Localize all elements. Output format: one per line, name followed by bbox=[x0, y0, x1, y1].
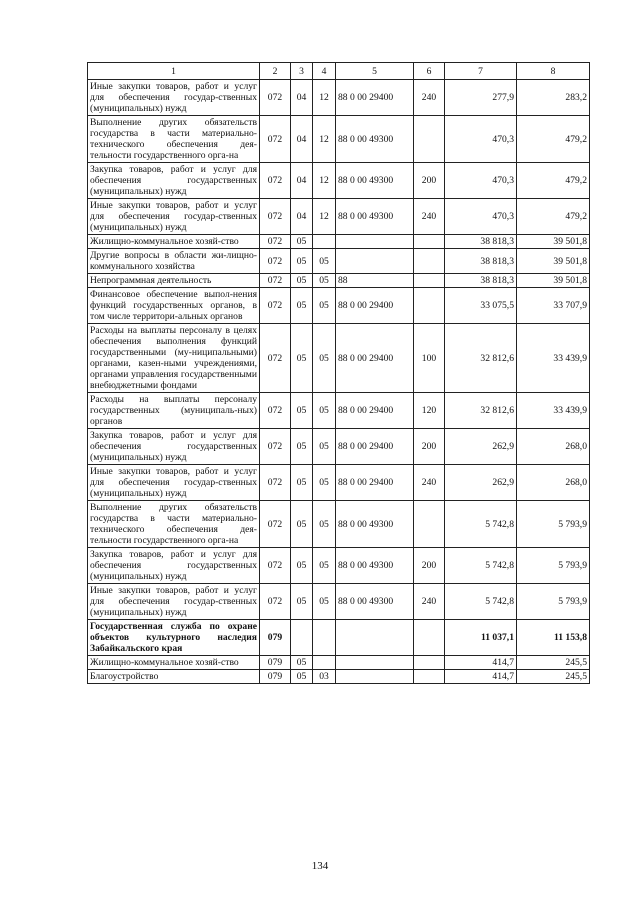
row-name-cell: Иные закупки товаров, работ и услуг для обеспечения государ-ственных (муниципальных) нужд bbox=[88, 80, 260, 116]
column-header: 4 bbox=[313, 63, 336, 80]
amount-year-2-cell: 33 707,9 bbox=[517, 288, 590, 324]
subsection-code-cell: 12 bbox=[313, 116, 336, 163]
amount-year-2-cell: 33 439,9 bbox=[517, 324, 590, 393]
subsection-code-cell: 05 bbox=[313, 429, 336, 465]
amount-year-1-cell: 32 812,6 bbox=[445, 393, 517, 429]
expense-type-cell bbox=[414, 620, 445, 656]
ministry-code-cell: 072 bbox=[260, 584, 291, 620]
expense-type-cell bbox=[414, 235, 445, 249]
amount-year-2-cell: 39 501,8 bbox=[517, 249, 590, 274]
subsection-code-cell: 05 bbox=[313, 584, 336, 620]
target-article-cell: 88 0 00 29400 bbox=[336, 288, 414, 324]
expense-type-cell: 240 bbox=[414, 465, 445, 501]
expense-type-cell bbox=[414, 670, 445, 684]
table-row bbox=[88, 465, 590, 501]
table-row bbox=[88, 163, 590, 199]
amount-year-1-cell: 277,9 bbox=[445, 80, 517, 116]
target-article-cell: 88 bbox=[336, 274, 414, 288]
target-article-cell bbox=[336, 656, 414, 670]
row-name-cell: Выполнение других обязательств государства в части материально-технического обеспечения дея-тельности государственного орга-на bbox=[88, 501, 260, 548]
row-name-cell: Выполнение других обязательств государства в части материально-технического обеспечения дея-тельности государственного орга-на bbox=[88, 116, 260, 163]
table-body bbox=[88, 80, 590, 684]
ministry-code-cell: 079 bbox=[260, 620, 291, 656]
amount-year-2-cell: 479,2 bbox=[517, 163, 590, 199]
expense-type-cell: 240 bbox=[414, 199, 445, 235]
table-row bbox=[88, 199, 590, 235]
section-code-cell: 05 bbox=[291, 548, 313, 584]
row-name-cell: Финансовое обеспечение выпол-нения функций государственных органов, в том числе территори-альных органов bbox=[88, 288, 260, 324]
subsection-code-cell: 05 bbox=[313, 288, 336, 324]
target-article-cell: 88 0 00 49300 bbox=[336, 199, 414, 235]
expense-type-cell: 200 bbox=[414, 429, 445, 465]
table-header-row bbox=[88, 63, 590, 80]
target-article-cell bbox=[336, 670, 414, 684]
section-code-cell bbox=[291, 620, 313, 656]
target-article-cell: 88 0 00 49300 bbox=[336, 548, 414, 584]
section-code-cell: 05 bbox=[291, 235, 313, 249]
section-code-cell: 05 bbox=[291, 429, 313, 465]
table-row bbox=[88, 429, 590, 465]
row-name-cell: Иные закупки товаров, работ и услуг для обеспечения государ-ственных (муниципальных) нужд bbox=[88, 199, 260, 235]
row-name-cell: Иные закупки товаров, работ и услуг для обеспечения государ-ственных (муниципальных) нужд bbox=[88, 584, 260, 620]
amount-year-2-cell: 39 501,8 bbox=[517, 274, 590, 288]
section-code-cell: 05 bbox=[291, 656, 313, 670]
target-article-cell bbox=[336, 249, 414, 274]
target-article-cell bbox=[336, 235, 414, 249]
ministry-code-cell: 072 bbox=[260, 465, 291, 501]
table-row bbox=[88, 274, 590, 288]
target-article-cell: 88 0 00 49300 bbox=[336, 116, 414, 163]
row-name-cell: Закупка товаров, работ и услуг для обеспечения государственных (муниципальных) нужд bbox=[88, 548, 260, 584]
expense-type-cell: 240 bbox=[414, 80, 445, 116]
target-article-cell bbox=[336, 620, 414, 656]
amount-year-2-cell: 39 501,8 bbox=[517, 235, 590, 249]
expense-type-cell: 100 bbox=[414, 324, 445, 393]
amount-year-2-cell: 5 793,9 bbox=[517, 501, 590, 548]
target-article-cell: 88 0 00 29400 bbox=[336, 393, 414, 429]
amount-year-1-cell: 32 812,6 bbox=[445, 324, 517, 393]
ministry-code-cell: 072 bbox=[260, 288, 291, 324]
row-name-cell: Закупка товаров, работ и услуг для обеспечения государственных (муниципальных) нужд bbox=[88, 429, 260, 465]
page-number: 134 bbox=[311, 860, 329, 872]
subsection-code-cell: 05 bbox=[313, 465, 336, 501]
amount-year-1-cell: 262,9 bbox=[445, 465, 517, 501]
expense-type-cell bbox=[414, 116, 445, 163]
amount-year-2-cell: 245,5 bbox=[517, 670, 590, 684]
section-code-cell: 05 bbox=[291, 465, 313, 501]
ministry-code-cell: 072 bbox=[260, 163, 291, 199]
ministry-code-cell: 072 bbox=[260, 235, 291, 249]
ministry-code-cell: 072 bbox=[260, 116, 291, 163]
budget-table bbox=[87, 62, 590, 684]
row-name-cell: Иные закупки товаров, работ и услуг для обеспечения государ-ственных (муниципальных) нужд bbox=[88, 465, 260, 501]
ministry-code-cell: 072 bbox=[260, 324, 291, 393]
ministry-code-cell: 072 bbox=[260, 80, 291, 116]
ministry-code-cell: 079 bbox=[260, 670, 291, 684]
subsection-code-cell: 05 bbox=[313, 548, 336, 584]
amount-year-2-cell: 5 793,9 bbox=[517, 548, 590, 584]
ministry-code-cell: 072 bbox=[260, 548, 291, 584]
amount-year-1-cell: 414,7 bbox=[445, 656, 517, 670]
section-code-cell: 05 bbox=[291, 670, 313, 684]
expense-type-cell: 200 bbox=[414, 163, 445, 199]
table-row bbox=[88, 620, 590, 656]
amount-year-2-cell: 268,0 bbox=[517, 465, 590, 501]
row-name-cell: Жилищно-коммунальное хозяй-ство bbox=[88, 656, 260, 670]
amount-year-2-cell: 268,0 bbox=[517, 429, 590, 465]
amount-year-1-cell: 33 075,5 bbox=[445, 288, 517, 324]
amount-year-1-cell: 470,3 bbox=[445, 116, 517, 163]
amount-year-2-cell: 283,2 bbox=[517, 80, 590, 116]
amount-year-2-cell: 245,5 bbox=[517, 656, 590, 670]
target-article-cell: 88 0 00 29400 bbox=[336, 429, 414, 465]
section-code-cell: 05 bbox=[291, 249, 313, 274]
ministry-code-cell: 072 bbox=[260, 501, 291, 548]
section-code-cell: 05 bbox=[291, 274, 313, 288]
amount-year-1-cell: 38 818,3 bbox=[445, 249, 517, 274]
table-row bbox=[88, 656, 590, 670]
expense-type-cell: 240 bbox=[414, 584, 445, 620]
target-article-cell: 88 0 00 29400 bbox=[336, 465, 414, 501]
table-row bbox=[88, 548, 590, 584]
target-article-cell: 88 0 00 49300 bbox=[336, 163, 414, 199]
expense-type-cell bbox=[414, 288, 445, 324]
amount-year-1-cell: 38 818,3 bbox=[445, 235, 517, 249]
amount-year-2-cell: 11 153,8 bbox=[517, 620, 590, 656]
table-row bbox=[88, 324, 590, 393]
row-name-cell: Закупка товаров, работ и услуг для обеспечения государственных (муниципальных) нужд bbox=[88, 163, 260, 199]
section-code-cell: 04 bbox=[291, 116, 313, 163]
target-article-cell: 88 0 00 49300 bbox=[336, 584, 414, 620]
subsection-code-cell: 12 bbox=[313, 163, 336, 199]
table-row bbox=[88, 288, 590, 324]
subsection-code-cell: 12 bbox=[313, 199, 336, 235]
expense-type-cell bbox=[414, 249, 445, 274]
amount-year-2-cell: 479,2 bbox=[517, 199, 590, 235]
subsection-code-cell: 12 bbox=[313, 80, 336, 116]
table-row bbox=[88, 235, 590, 249]
amount-year-1-cell: 262,9 bbox=[445, 429, 517, 465]
subsection-code-cell: 05 bbox=[313, 501, 336, 548]
table-row bbox=[88, 501, 590, 548]
row-name-cell: Расходы на выплаты персоналу в целях обеспечения выполнения функций государственными (му-ниципальными) органами, казен-ными учреждениями, органами управления государственными внебюджетными фондами bbox=[88, 324, 260, 393]
table-row bbox=[88, 393, 590, 429]
amount-year-1-cell: 11 037,1 bbox=[445, 620, 517, 656]
target-article-cell: 88 0 00 29400 bbox=[336, 324, 414, 393]
amount-year-1-cell: 414,7 bbox=[445, 670, 517, 684]
amount-year-1-cell: 38 818,3 bbox=[445, 274, 517, 288]
expense-type-cell bbox=[414, 274, 445, 288]
row-name-cell: Непрограммная деятельность bbox=[88, 274, 260, 288]
ministry-code-cell: 079 bbox=[260, 656, 291, 670]
subsection-code-cell bbox=[313, 235, 336, 249]
row-name-cell: Благоустройство bbox=[88, 670, 260, 684]
table-row bbox=[88, 249, 590, 274]
table-row bbox=[88, 584, 590, 620]
table-row bbox=[88, 80, 590, 116]
section-code-cell: 05 bbox=[291, 584, 313, 620]
row-name-cell: Жилищно-коммунальное хозяй-ство bbox=[88, 235, 260, 249]
ministry-code-cell: 072 bbox=[260, 199, 291, 235]
subsection-code-cell: 05 bbox=[313, 393, 336, 429]
ministry-code-cell: 072 bbox=[260, 393, 291, 429]
row-name-cell: Расходы на выплаты персоналу государственных (муниципаль-ных) органов bbox=[88, 393, 260, 429]
row-name-cell: Государственная служба по охране объектов культурного наследия Забайкальского края bbox=[88, 620, 260, 656]
column-header: 2 bbox=[260, 63, 291, 80]
subsection-code-cell: 05 bbox=[313, 324, 336, 393]
amount-year-2-cell: 33 439,9 bbox=[517, 393, 590, 429]
amount-year-1-cell: 5 742,8 bbox=[445, 548, 517, 584]
amount-year-2-cell: 5 793,9 bbox=[517, 584, 590, 620]
section-code-cell: 04 bbox=[291, 80, 313, 116]
row-name-cell: Другие вопросы в области жи-лищно-коммунального хозяйства bbox=[88, 249, 260, 274]
section-code-cell: 05 bbox=[291, 501, 313, 548]
section-code-cell: 04 bbox=[291, 163, 313, 199]
section-code-cell: 05 bbox=[291, 288, 313, 324]
target-article-cell: 88 0 00 49300 bbox=[336, 501, 414, 548]
expense-type-cell: 200 bbox=[414, 548, 445, 584]
amount-year-2-cell: 479,2 bbox=[517, 116, 590, 163]
subsection-code-cell bbox=[313, 620, 336, 656]
target-article-cell: 88 0 00 29400 bbox=[336, 80, 414, 116]
subsection-code-cell: 05 bbox=[313, 274, 336, 288]
section-code-cell: 04 bbox=[291, 199, 313, 235]
subsection-code-cell bbox=[313, 656, 336, 670]
amount-year-1-cell: 5 742,8 bbox=[445, 584, 517, 620]
ministry-code-cell: 072 bbox=[260, 249, 291, 274]
column-header: 7 bbox=[445, 63, 517, 80]
expense-type-cell: 120 bbox=[414, 393, 445, 429]
column-header: 1 bbox=[88, 63, 260, 80]
amount-year-1-cell: 470,3 bbox=[445, 163, 517, 199]
column-header: 3 bbox=[291, 63, 313, 80]
amount-year-1-cell: 470,3 bbox=[445, 199, 517, 235]
subsection-code-cell: 05 bbox=[313, 249, 336, 274]
ministry-code-cell: 072 bbox=[260, 274, 291, 288]
table-row bbox=[88, 670, 590, 684]
section-code-cell: 05 bbox=[291, 393, 313, 429]
expense-type-cell bbox=[414, 656, 445, 670]
expense-type-cell bbox=[414, 501, 445, 548]
section-code-cell: 05 bbox=[291, 324, 313, 393]
column-header: 8 bbox=[517, 63, 590, 80]
column-header: 5 bbox=[336, 63, 414, 80]
column-header: 6 bbox=[414, 63, 445, 80]
subsection-code-cell: 03 bbox=[313, 670, 336, 684]
amount-year-1-cell: 5 742,8 bbox=[445, 501, 517, 548]
ministry-code-cell: 072 bbox=[260, 429, 291, 465]
table-row bbox=[88, 116, 590, 163]
